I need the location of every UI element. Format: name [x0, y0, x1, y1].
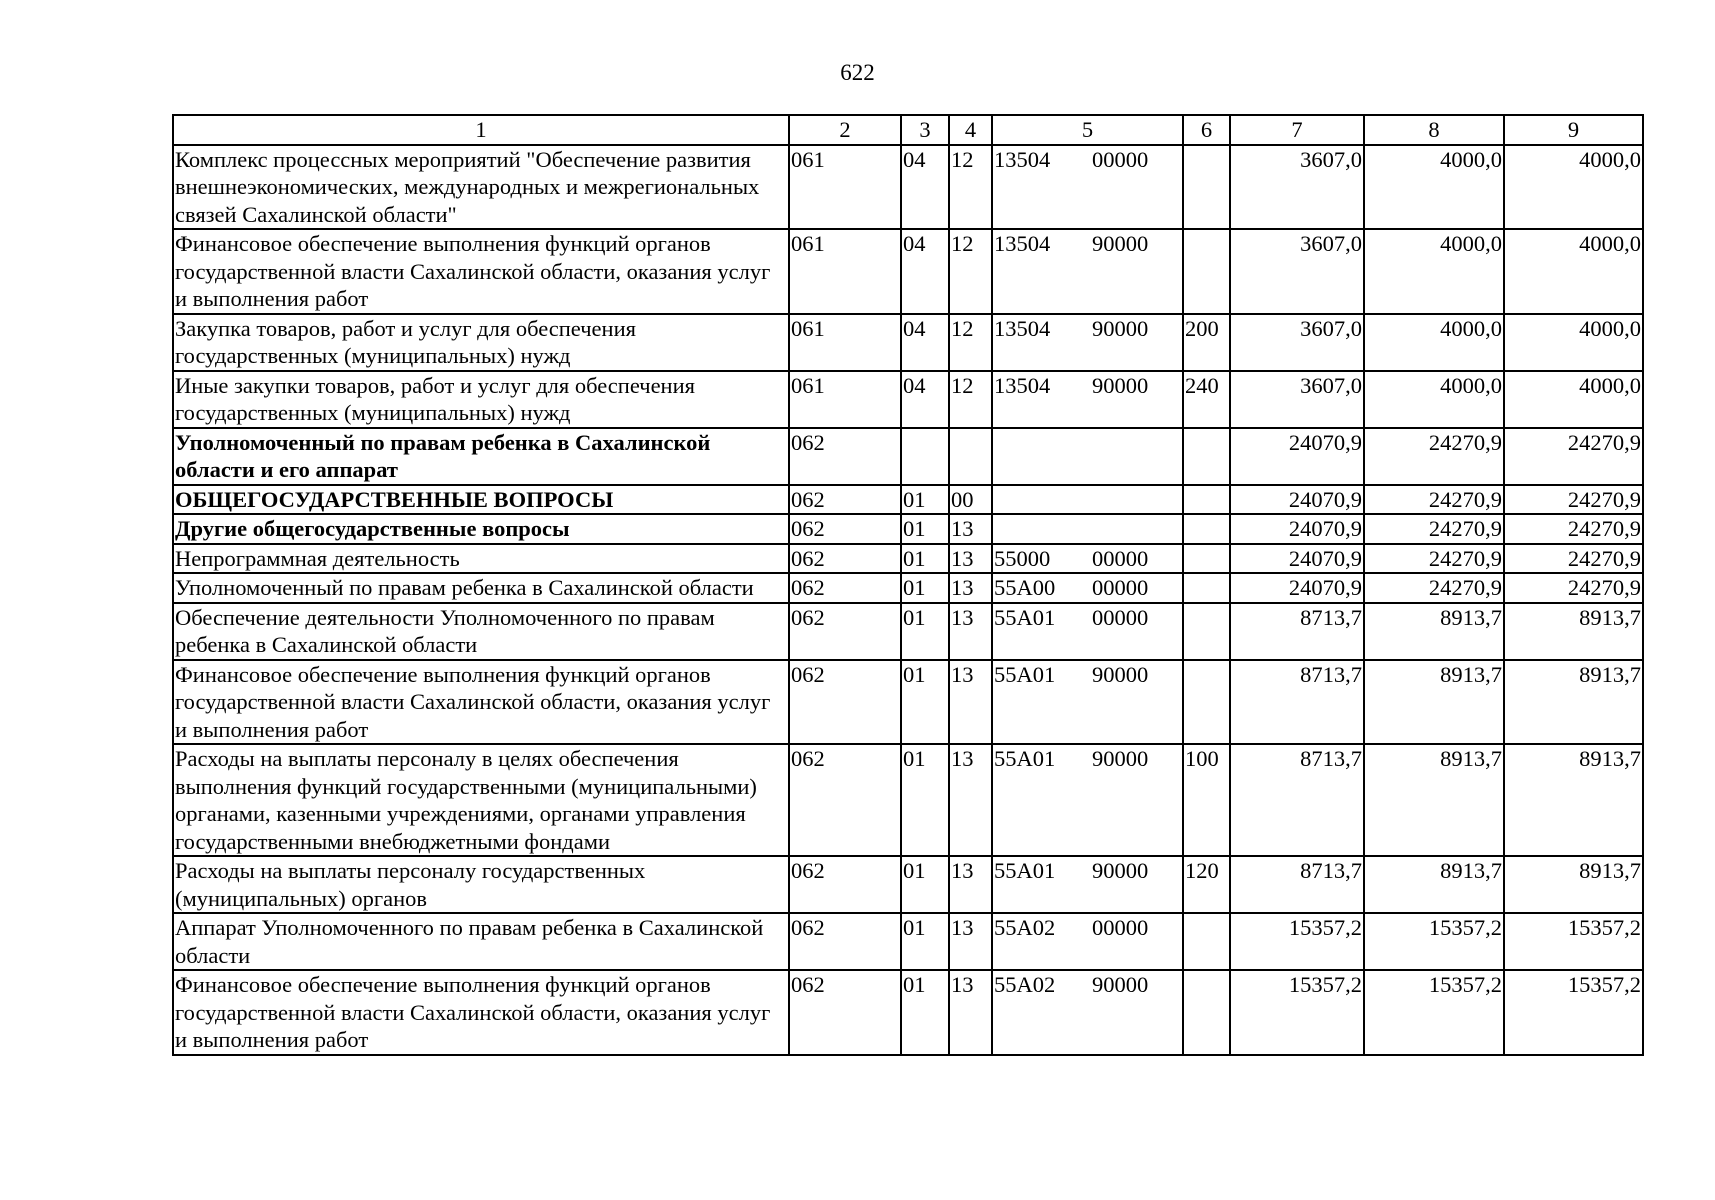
- name-cell: Финансовое обеспечение выполнения функций органов государственной власти Сахалинской области, оказания услуг и выполнения работ: [173, 970, 789, 1055]
- target-code-part: 13504: [994, 146, 1051, 172]
- target-code-cell: [992, 371, 1183, 428]
- name-cell: Уполномоченный по правам ребенка в Сахалинской области и его аппарат: [173, 428, 789, 485]
- header-cell: 3: [901, 115, 949, 145]
- amount-cell: 24070,9: [1230, 573, 1364, 603]
- table-row: [173, 744, 1643, 856]
- target-code-cell: [992, 514, 1183, 544]
- table-row: [173, 970, 1643, 1055]
- target-code-cell: [992, 970, 1183, 1055]
- amount-cell: 4000,0: [1504, 145, 1643, 230]
- code-cell: 04: [901, 229, 949, 314]
- header-cell: 4: [949, 115, 992, 145]
- code-cell: [1183, 229, 1230, 314]
- code-cell: 062: [789, 856, 901, 913]
- table-row: [173, 660, 1643, 745]
- code-cell: 12: [949, 314, 992, 371]
- code-cell: [1183, 913, 1230, 970]
- amount-cell: 24270,9: [1504, 485, 1643, 515]
- target-code-part: 90000: [1092, 858, 1149, 883]
- target-code-part: 55А02: [994, 972, 1056, 997]
- code-cell: 01: [901, 603, 949, 660]
- code-cell: 01: [901, 660, 949, 745]
- target-code-cell: [992, 913, 1183, 970]
- table-row: [173, 229, 1643, 314]
- amount-cell: 24070,9: [1230, 514, 1364, 544]
- target-code-part: 00000: [1092, 604, 1149, 630]
- code-cell: [1183, 603, 1230, 660]
- amount-cell: 24070,9: [1230, 485, 1364, 515]
- target-code-part: 55А01: [994, 661, 1056, 687]
- table-row: [173, 913, 1643, 970]
- amount-cell: 8913,7: [1364, 660, 1504, 745]
- table-row: [173, 573, 1643, 603]
- table-row: [173, 428, 1643, 485]
- name-cell: Закупка товаров, работ и услуг для обеспечения государственных (муниципальных) нужд: [173, 314, 789, 371]
- amount-cell: 8913,7: [1504, 603, 1643, 660]
- name-cell: Расходы на выплаты персоналу государственных (муниципальных) органов: [173, 856, 789, 913]
- code-cell: 00: [949, 485, 992, 515]
- code-cell: 13: [949, 970, 992, 1055]
- amount-cell: 4000,0: [1364, 145, 1504, 230]
- table-body: [173, 145, 1643, 1055]
- table-row: [173, 544, 1643, 574]
- amount-cell: 4000,0: [1504, 314, 1643, 371]
- budget-table: [172, 114, 1644, 1056]
- target-code-part: 55А00: [994, 575, 1056, 600]
- amount-cell: 15357,2: [1364, 970, 1504, 1055]
- code-cell: 04: [901, 145, 949, 230]
- amount-cell: 24070,9: [1230, 544, 1364, 574]
- header-cell: 9: [1504, 115, 1643, 145]
- code-cell: 062: [789, 913, 901, 970]
- code-cell: 01: [901, 485, 949, 515]
- name-cell: Непрограммная деятельность: [173, 544, 789, 574]
- code-cell: 13: [949, 913, 992, 970]
- header-cell: 6: [1183, 115, 1230, 145]
- code-cell: 12: [949, 145, 992, 230]
- amount-cell: 8913,7: [1364, 603, 1504, 660]
- amount-cell: 24270,9: [1364, 573, 1504, 603]
- code-cell: [949, 428, 992, 485]
- code-cell: 01: [901, 856, 949, 913]
- amount-cell: 15357,2: [1504, 913, 1643, 970]
- code-cell: [1183, 544, 1230, 574]
- code-cell: 062: [789, 544, 901, 574]
- amount-cell: 4000,0: [1504, 371, 1643, 428]
- code-cell: 13: [949, 856, 992, 913]
- code-cell: 062: [789, 573, 901, 603]
- target-code-cell: [992, 573, 1183, 603]
- target-code-part: 90000: [1092, 661, 1149, 687]
- amount-cell: 4000,0: [1364, 314, 1504, 371]
- code-cell: 13: [949, 603, 992, 660]
- amount-cell: 24070,9: [1230, 428, 1364, 485]
- amount-cell: 8713,7: [1230, 856, 1364, 913]
- amount-cell: 8713,7: [1230, 660, 1364, 745]
- target-code-cell: [992, 744, 1183, 856]
- code-cell: 062: [789, 660, 901, 745]
- name-cell: Уполномоченный по правам ребенка в Сахалинской области: [173, 573, 789, 603]
- target-code-part: 00000: [1092, 575, 1149, 600]
- table-row: [173, 314, 1643, 371]
- code-cell: 13: [949, 544, 992, 574]
- code-cell: 13: [949, 744, 992, 856]
- name-cell: Обеспечение деятельности Уполномоченного по правам ребенка в Сахалинской области: [173, 603, 789, 660]
- target-code-cell: [992, 145, 1183, 230]
- target-code-part: 90000: [1092, 746, 1149, 771]
- target-code-part: 90000: [1092, 972, 1149, 997]
- page-number: 622: [840, 60, 875, 85]
- amount-cell: 4000,0: [1364, 229, 1504, 314]
- code-cell: [1183, 428, 1230, 485]
- target-code-part: 55000: [994, 545, 1051, 571]
- target-code-part: 55А02: [994, 915, 1056, 940]
- name-cell: Финансовое обеспечение выполнения функций органов государственной власти Сахалинской области, оказания услуг и выполнения работ: [173, 660, 789, 745]
- amount-cell: 3607,0: [1230, 371, 1364, 428]
- amount-cell: 8913,7: [1504, 744, 1643, 856]
- code-cell: 240: [1183, 371, 1230, 428]
- target-code-part: 55А01: [994, 858, 1056, 883]
- amount-cell: 24270,9: [1364, 485, 1504, 515]
- header-cell: 5: [992, 115, 1183, 145]
- target-code-part: 90000: [1092, 315, 1149, 341]
- name-cell: Финансовое обеспечение выполнения функций органов государственной власти Сахалинской области, оказания услуг и выполнения работ: [173, 229, 789, 314]
- name-cell: Расходы на выплаты персоналу в целях обеспечения выполнения функций государственными (муниципальными) органами, казенными учреждениями, органами управления государственными внебюджетными фондами: [173, 744, 789, 856]
- header-row: [173, 115, 1643, 145]
- table-row: [173, 145, 1643, 230]
- name-cell: Другие общегосударственные вопросы: [173, 514, 789, 544]
- code-cell: 120: [1183, 856, 1230, 913]
- target-code-part: 90000: [1092, 372, 1149, 398]
- header-cell: 8: [1364, 115, 1504, 145]
- code-cell: [1183, 145, 1230, 230]
- target-code-part: 00000: [1092, 545, 1149, 571]
- target-code-cell: [992, 603, 1183, 660]
- target-code-part: 00000: [1092, 146, 1149, 172]
- amount-cell: 4000,0: [1364, 371, 1504, 428]
- amount-cell: 8913,7: [1504, 856, 1643, 913]
- code-cell: 061: [789, 371, 901, 428]
- code-cell: [1183, 660, 1230, 745]
- code-cell: 13: [949, 573, 992, 603]
- code-cell: 062: [789, 485, 901, 515]
- target-code-part: 13504: [994, 231, 1051, 256]
- amount-cell: 3607,0: [1230, 145, 1364, 230]
- amount-cell: 24270,9: [1364, 428, 1504, 485]
- name-cell: Комплекс процессных мероприятий "Обеспечение развития внешнеэкономических, международных и межрегиональных связей Сахалинской области": [173, 145, 789, 230]
- code-cell: [901, 428, 949, 485]
- code-cell: [1183, 514, 1230, 544]
- code-cell: 12: [949, 371, 992, 428]
- target-code-cell: [992, 544, 1183, 574]
- code-cell: 061: [789, 314, 901, 371]
- amount-cell: 3607,0: [1230, 229, 1364, 314]
- code-cell: 01: [901, 913, 949, 970]
- amount-cell: 24270,9: [1504, 573, 1643, 603]
- code-cell: 12: [949, 229, 992, 314]
- header-cell: 1: [173, 115, 789, 145]
- amount-cell: 8913,7: [1504, 660, 1643, 745]
- table-row: [173, 485, 1643, 515]
- name-cell: Аппарат Уполномоченного по правам ребенка в Сахалинской области: [173, 913, 789, 970]
- code-cell: [1183, 970, 1230, 1055]
- amount-cell: 15357,2: [1504, 970, 1643, 1055]
- code-cell: 04: [901, 314, 949, 371]
- code-cell: [1183, 573, 1230, 603]
- code-cell: 04: [901, 371, 949, 428]
- code-cell: 200: [1183, 314, 1230, 371]
- code-cell: 01: [901, 970, 949, 1055]
- table-row: [173, 603, 1643, 660]
- target-code-part: 90000: [1092, 231, 1149, 256]
- amount-cell: 3607,0: [1230, 314, 1364, 371]
- code-cell: 062: [789, 603, 901, 660]
- header-cell: 2: [789, 115, 901, 145]
- amount-cell: 8913,7: [1364, 744, 1504, 856]
- amount-cell: 24270,9: [1504, 514, 1643, 544]
- name-cell: Иные закупки товаров, работ и услуг для обеспечения государственных (муниципальных) нужд: [173, 371, 789, 428]
- target-code-part: 13504: [994, 372, 1051, 398]
- code-cell: 01: [901, 573, 949, 603]
- table-row: [173, 514, 1643, 544]
- amount-cell: 8713,7: [1230, 603, 1364, 660]
- target-code-cell: [992, 660, 1183, 745]
- target-code-part: 55А01: [994, 604, 1056, 630]
- amount-cell: 15357,2: [1230, 913, 1364, 970]
- code-cell: 13: [949, 660, 992, 745]
- amount-cell: 24270,9: [1504, 544, 1643, 574]
- target-code-part: 13504: [994, 315, 1051, 341]
- amount-cell: 4000,0: [1504, 229, 1643, 314]
- amount-cell: 15357,2: [1230, 970, 1364, 1055]
- target-code-cell: [992, 485, 1183, 515]
- code-cell: 13: [949, 514, 992, 544]
- code-cell: 062: [789, 514, 901, 544]
- target-code-cell: [992, 229, 1183, 314]
- code-cell: 062: [789, 428, 901, 485]
- target-code-part: 00000: [1092, 915, 1149, 940]
- code-cell: [1183, 485, 1230, 515]
- code-cell: 01: [901, 744, 949, 856]
- code-cell: 061: [789, 145, 901, 230]
- amount-cell: 15357,2: [1364, 913, 1504, 970]
- amount-cell: 24270,9: [1504, 428, 1643, 485]
- target-code-cell: [992, 314, 1183, 371]
- amount-cell: 8913,7: [1364, 856, 1504, 913]
- amount-cell: 24270,9: [1364, 514, 1504, 544]
- target-code-cell: [992, 428, 1183, 485]
- code-cell: 061: [789, 229, 901, 314]
- target-code-cell: [992, 856, 1183, 913]
- name-cell: ОБЩЕГОСУДАРСТВЕННЫЕ ВОПРОСЫ: [173, 485, 789, 515]
- code-cell: 062: [789, 744, 901, 856]
- code-cell: 062: [789, 970, 901, 1055]
- amount-cell: 24270,9: [1364, 544, 1504, 574]
- header-cell: 7: [1230, 115, 1364, 145]
- target-code-part: 55А01: [994, 746, 1056, 771]
- table-row: [173, 371, 1643, 428]
- code-cell: 100: [1183, 744, 1230, 856]
- code-cell: 01: [901, 544, 949, 574]
- amount-cell: 8713,7: [1230, 744, 1364, 856]
- code-cell: 01: [901, 514, 949, 544]
- table-row: [173, 856, 1643, 913]
